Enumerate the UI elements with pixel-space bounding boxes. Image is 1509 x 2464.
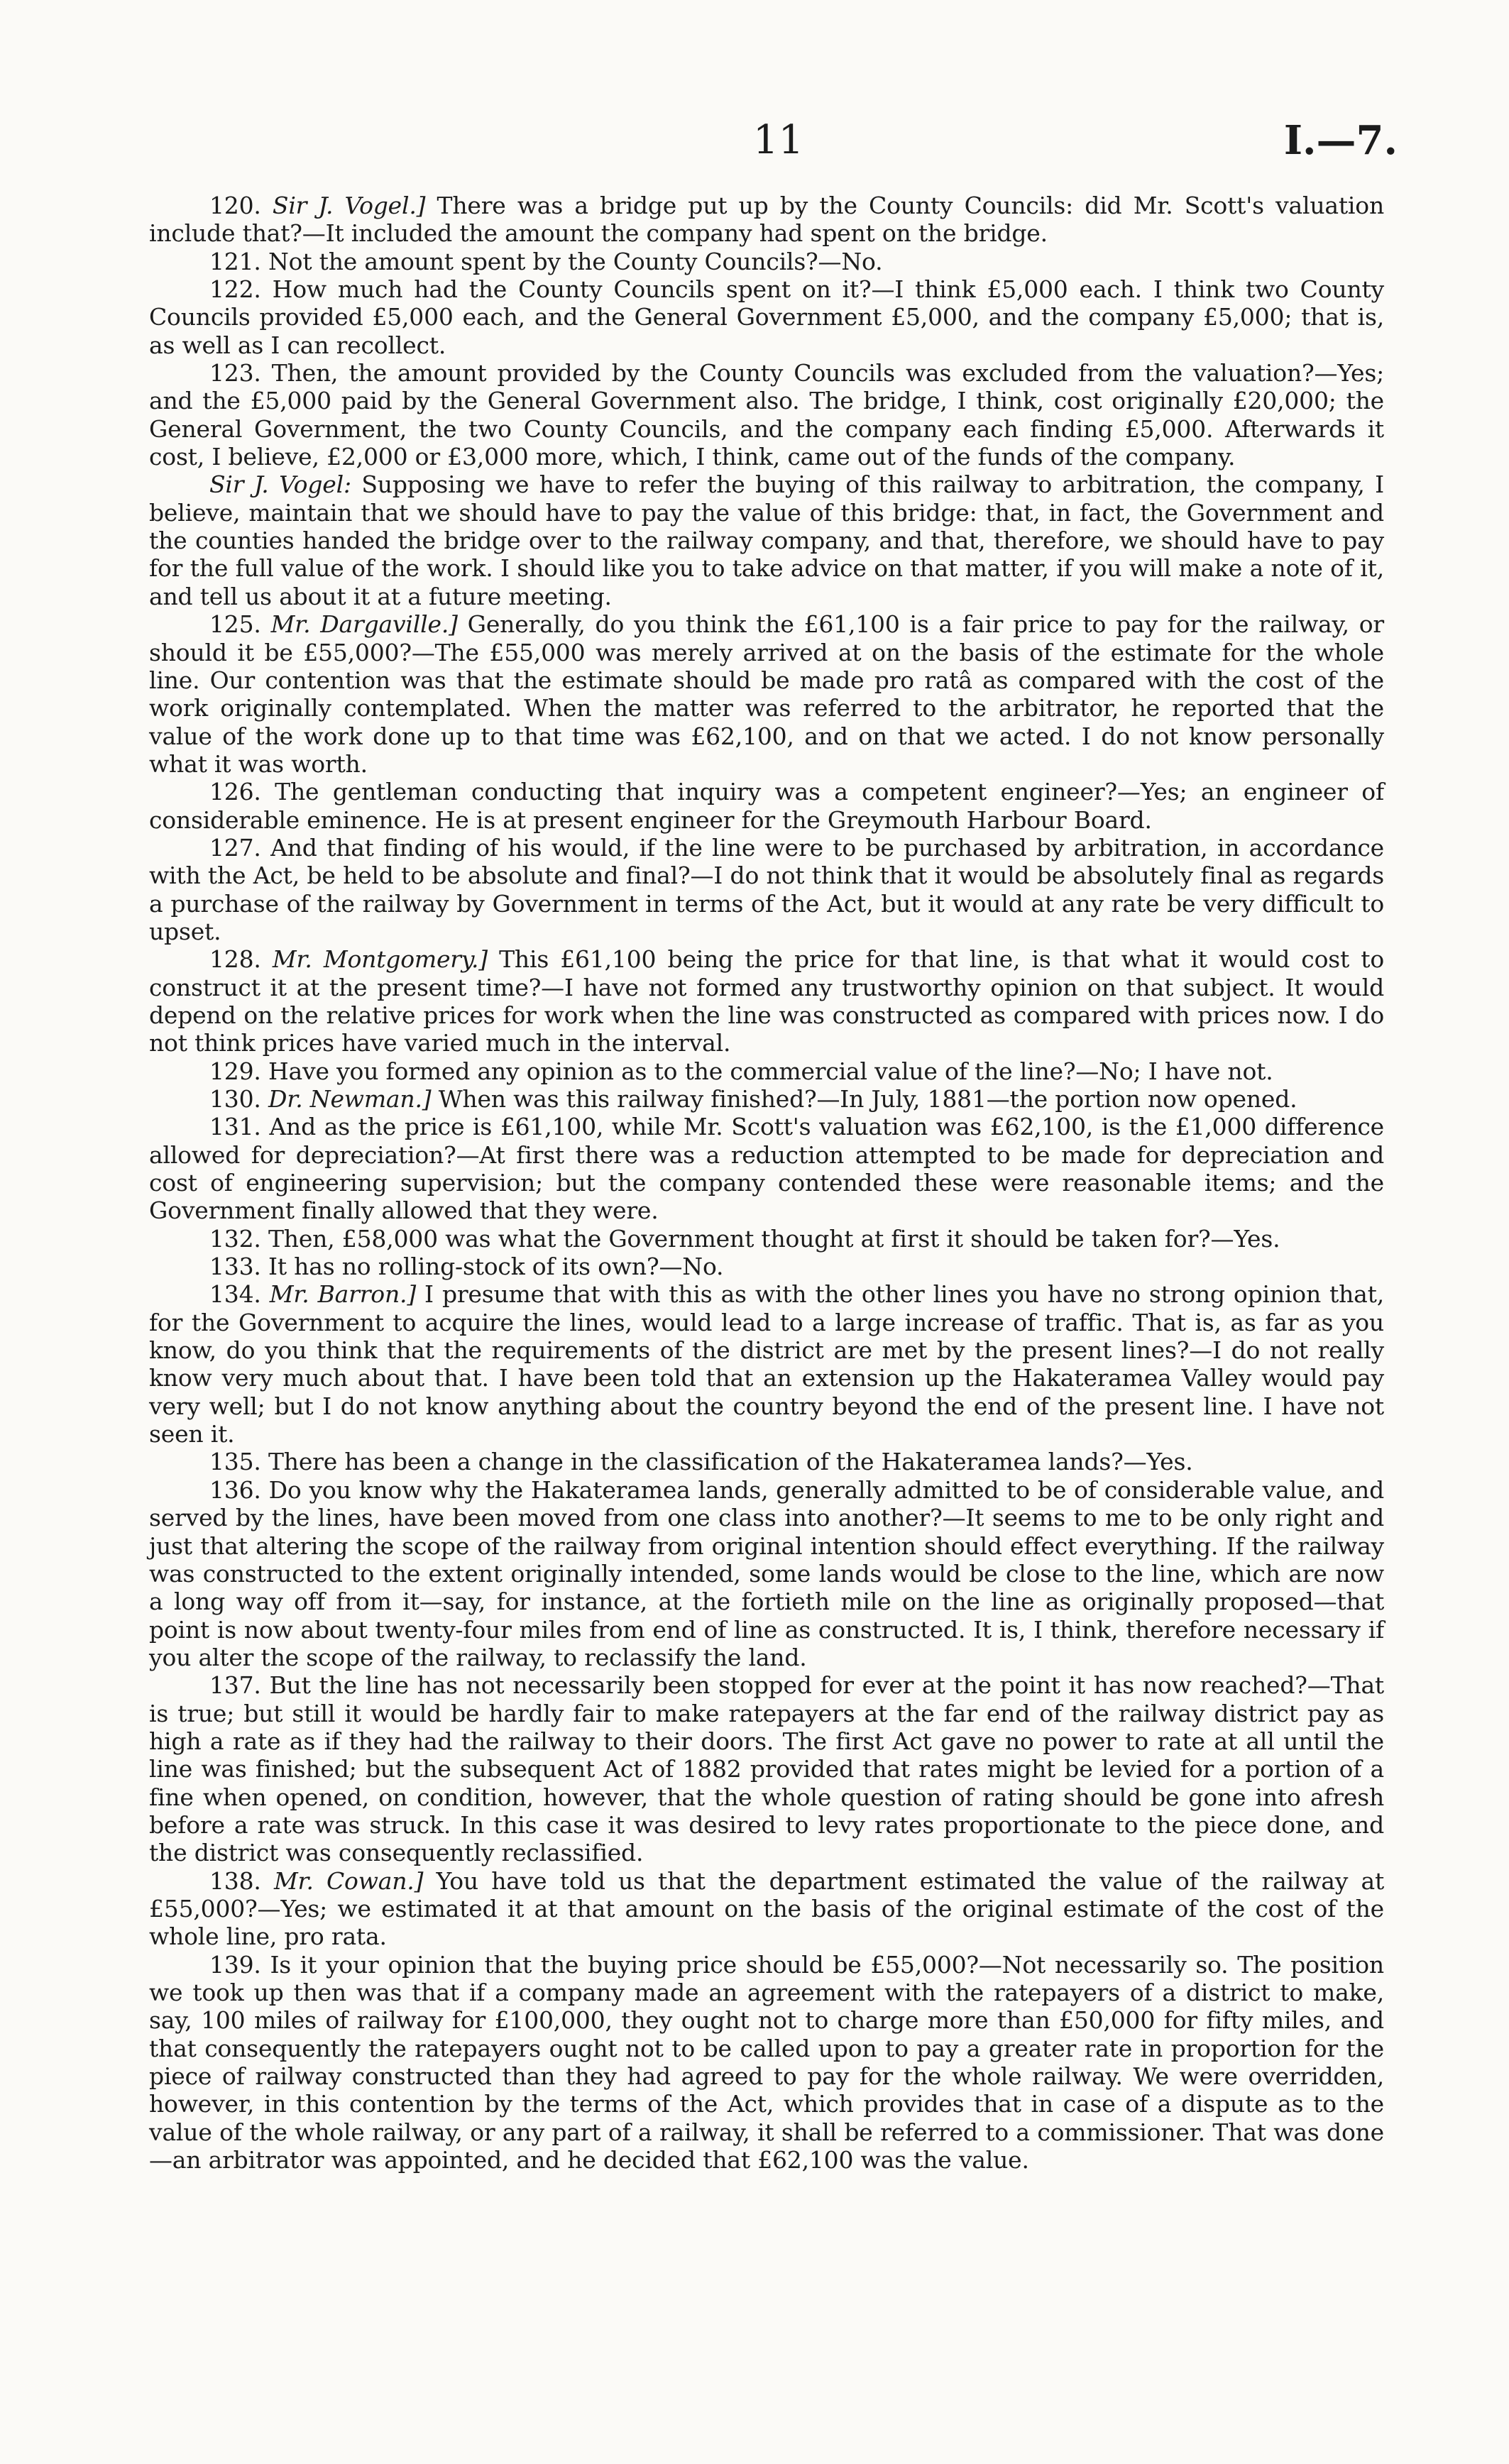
paragraph-text: The gentleman conducting that inquiry was a competent engineer?—Yes; an engineer of considerable eminence. He is at present engineer for the Greymouth Harbour Board. bbox=[149, 778, 1384, 834]
paragraph bbox=[149, 1951, 1384, 2174]
paragraph bbox=[149, 1671, 1384, 1866]
paragraph bbox=[149, 359, 1384, 471]
question-number: 125. bbox=[209, 610, 261, 639]
paragraph-text: There was a bridge put up by the County Councils: did Mr. Scott's valuation include that?—It included the amount the company had spent on the bridge. bbox=[149, 192, 1384, 248]
paragraph-text: Supposing we have to refer the buying of this railway to arbitration, the company, I believe, maintain that we should have to pay the value of this bridge: that, in fact, the Government and the counties handed the bridge over to the railway company, and that, therefore, we should have to pay for the full value of the work. I should like you to take advice on that matter, if you will make a note of it, and tell us about it at a future meeting. bbox=[149, 471, 1385, 610]
paragraph bbox=[149, 1225, 1384, 1253]
page-number: 11 bbox=[753, 117, 804, 163]
speaker: Mr. Dargaville.] bbox=[270, 610, 458, 639]
paragraph-text: How much had the County Councils spent on it?—I think £5,000 each. I think two County Councils provided £5,000 each, and the General Government £5,000, and the company £5,000; that is, as well as I can recollect. bbox=[149, 275, 1384, 359]
question-number: 126. bbox=[209, 778, 261, 806]
paragraph-text: I presume that with this as with the other lines you have no strong opinion that, for the Government to acquire the lines, would lead to a large increase of traffic. That is, as far as you know, do you think that the requirements of the district are met by the present lines?—I do not really know very much about that. I have been told that an extension up the Hakateramea Valley would pay very well; but I do not know anything about the country beyond the end of the present line. I have not seen it. bbox=[149, 1280, 1385, 1448]
paragraph-text: It has no rolling-stock of its own?—No. bbox=[260, 1253, 724, 1281]
paragraph-text: Generally, do you think the £61,100 is a fair price to pay for the railway, or should it be £55,000?—The £55,000 was merely arrived at on the basis of the estimate for the whole line. Our contention was that the estimate should be made pro ratâ as compared with the cost of the work originally contemplated. When the matter was referred to the arbitrator, he reported that the value of the work done up to that time was £62,100, and on that we acted. I do not know personally what it was worth. bbox=[149, 610, 1385, 778]
question-number: 137. bbox=[209, 1671, 261, 1700]
paragraph bbox=[149, 192, 1384, 248]
speaker: Mr. Barron.] bbox=[269, 1280, 416, 1309]
question-number: 132. bbox=[209, 1224, 261, 1253]
paragraph bbox=[149, 471, 1384, 610]
question-number: 120. bbox=[209, 192, 261, 219]
paragraph-text: You have told us that the department estimated the value of the railway at £55,000?—Yes; we estimated it at that amount on the basis of the original estimate of the cost of the whole line, pro rata. bbox=[149, 1866, 1385, 1951]
paragraph bbox=[149, 610, 1384, 778]
paragraph-text: Not the amount spent by the County Councils?—No. bbox=[260, 247, 883, 275]
page-body bbox=[149, 192, 1384, 2174]
speaker: Mr. Cowan.] bbox=[273, 1866, 424, 1895]
speaker: Sir J. Vogel.] bbox=[272, 192, 426, 219]
paragraph bbox=[149, 778, 1384, 834]
paragraph bbox=[149, 1253, 1384, 1280]
paragraph-text: Then, £58,000 was what the Government thought at first it should be taken for?—Yes. bbox=[260, 1224, 1280, 1253]
paragraph bbox=[149, 834, 1384, 945]
paragraph-text: This £61,100 being the price for that line, is that what it would cost to construct it at the present time?—I have not formed any trustworthy opinion on that subject. It would depend on the relative prices for work when the line was constructed as compared with prices now. I do not think prices have varied much in the interval. bbox=[149, 945, 1384, 1057]
speaker: Dr. Newman.] bbox=[268, 1085, 432, 1113]
question-number: 129. bbox=[209, 1057, 261, 1085]
document-reference: I.—7. bbox=[1283, 117, 1398, 164]
paragraph-text: Have you formed any opinion as to the commercial value of the line?—No; I have not. bbox=[260, 1057, 1273, 1085]
paragraph bbox=[149, 1113, 1384, 1224]
paragraph bbox=[149, 248, 1384, 275]
question-number: 122. bbox=[209, 275, 261, 304]
paragraph-text: And that finding of his would, if the line were to be purchased by arbitration, in accordance with the Act, be held to be absolute and final?—I do not think that it would be absolutely final as regards a purchase of the railway by Government in terms of the Act, but it would at any rate be very difficult to upset. bbox=[149, 833, 1384, 945]
paragraph-text: And as the price is £61,100, while Mr. Scott's valuation was £62,100, is the £1,000 difference allowed for depreciation?—At first there was a reduction attempted to be made for depreciation and cost of engineering supervision; but the company contended these were reasonable items; and the Government finally allowed that they were. bbox=[149, 1113, 1384, 1225]
paragraph bbox=[149, 1280, 1384, 1448]
paragraph bbox=[149, 1476, 1384, 1671]
question-number: 128. bbox=[209, 945, 261, 974]
question-number: 121. bbox=[209, 247, 261, 275]
speaker: Mr. Montgomery.] bbox=[272, 945, 488, 974]
paragraph bbox=[149, 1448, 1384, 1475]
paragraph bbox=[149, 1085, 1384, 1113]
question-number: 138. bbox=[209, 1866, 261, 1895]
paragraph bbox=[149, 275, 1384, 359]
speaker: Sir J. Vogel: bbox=[209, 471, 351, 499]
paragraph-text: Do you know why the Hakateramea lands, generally admitted to be of considerable value, and served by the lines, have been moved from one class into another?—It seems to me to be only right and just that altering the scope of the railway from original intention should effect everything. If the railway was constructed to the extent originally intended, some lands would be close to the line, which are now a long way off from it—say, for instance, at the fortieth mile on the line as originally proposed—that point is now about twenty-four miles from end of line as constructed. It is, I think, therefore necessary if you alter the scope of the railway, to reclassify the land. bbox=[149, 1475, 1384, 1671]
question-number: 136. bbox=[209, 1475, 261, 1504]
paragraph bbox=[149, 1057, 1384, 1085]
question-number: 127. bbox=[209, 833, 261, 862]
question-number: 131. bbox=[209, 1113, 261, 1141]
paragraph bbox=[149, 1867, 1384, 1951]
question-number: 134. bbox=[209, 1280, 261, 1309]
paragraph-text: Then, the amount provided by the County Councils was excluded from the valuation?—Yes; and the £5,000 paid by the General Government also. The bridge, I think, cost originally £20,000; the General Government, the two County Councils, and the company each finding £5,000. Afterwards it cost, I believe, £2,000 or £3,000 more, which, I think, came out of the funds of the company. bbox=[149, 359, 1384, 471]
paragraph-text: Is it your opinion that the buying price should be £55,000?—Not necessarily so. The position we took up then was that if a company made an agreement with the ratepayers of a district to make, say, 100 miles of railway for £100,000, they ought not to charge more than £50,000 for fifty miles, and that consequently the ratepayers ought not to be called upon to pay a greater rate in proportion for the piece of railway constructed than they had agreed to pay for the whole railway. We were overridden, however, in this contention by the terms of the Act, which provides that in case of a dispute as to the value of the whole railway, or any part of a railway, it shall be referred to a commissioner. That was done—an arbitrator was appointed, and he decided that £62,100 was the value. bbox=[149, 1950, 1384, 2174]
paragraph-text: When was this railway finished?—In July, 1881—the portion now opened. bbox=[431, 1085, 1297, 1113]
question-number: 135. bbox=[209, 1448, 261, 1476]
question-number: 130. bbox=[209, 1085, 261, 1113]
paragraph bbox=[149, 945, 1384, 1057]
paragraph-text: There has been a change in the classification of the Hakateramea lands?—Yes. bbox=[260, 1448, 1193, 1476]
question-number: 123. bbox=[209, 359, 261, 387]
question-number: 133. bbox=[209, 1253, 261, 1281]
paragraph-text: But the line has not necessarily been stopped for ever at the point it has now reached?—That is true; but still it would be hardly fair to make ratepayers at the far end of the railway district pay as high a rate as if they had the railway to their doors. The first Act gave no power to rate at all until the line was finished; but the subsequent Act of 1882 provided that rates might be levied for a portion of a fine when opened, on condition, however, that the whole question of rating should be gone into afresh before a rate was struck. In this case it was desired to levy rates proportionate to the piece done, and the district was consequently reclassified. bbox=[149, 1671, 1384, 1867]
question-number: 139. bbox=[209, 1950, 261, 1979]
